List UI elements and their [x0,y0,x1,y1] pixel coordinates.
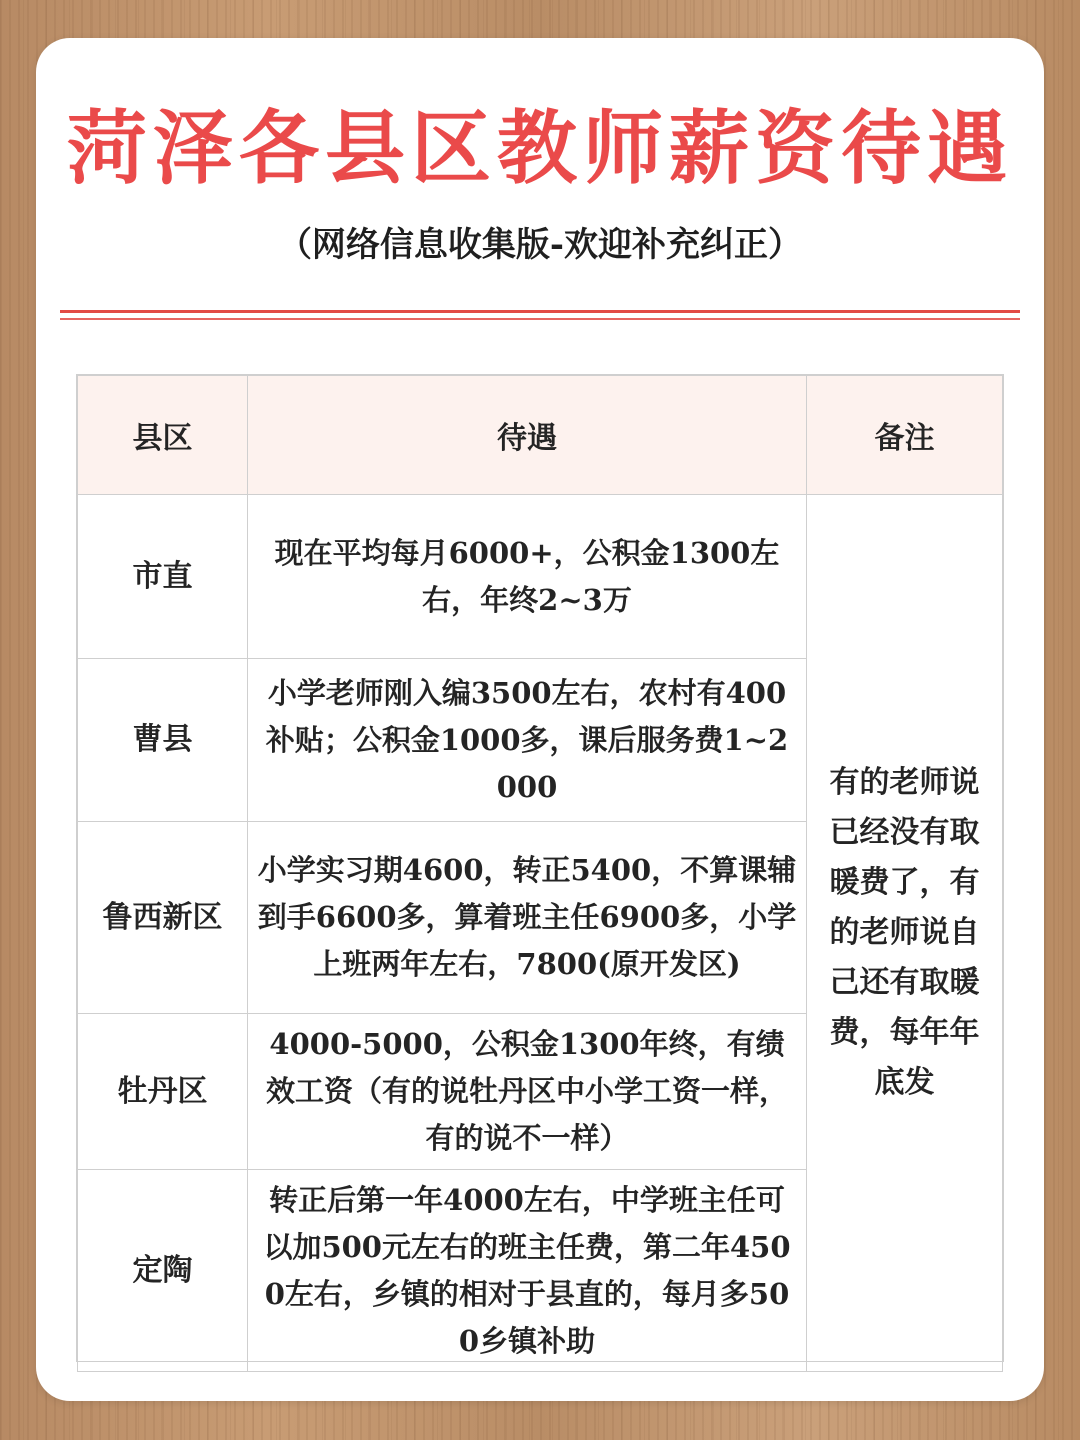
column-header-county: 县区 [78,376,248,495]
note-cell [807,495,1003,1372]
treatment-text: 小学实习期4600，转正5400，不算课辅到手6600多，算着班主任6900多，小学上班两年左右，7800(原开发区) [257,853,797,981]
county-cell: 曹县 [78,659,248,822]
county-cell: 定陶 [78,1170,248,1372]
treatment-cell [248,495,807,659]
treatment-text: 小学老师刚入编3500左右，农村有400补贴；公积金1000多，课后服务费1~2000 [265,675,789,804]
treatment-text: 现在平均每月6000+，公积金1300左右，年终2~3万 [274,535,780,617]
treatment-cell [248,1014,807,1170]
page-title: 菏泽各县区教师薪资待遇 [67,101,1013,195]
treatment-cell [248,659,807,822]
content-card [36,38,1044,1401]
title-divider-line-secondary [60,318,1020,320]
county-cell: 鲁西新区 [78,822,248,1014]
county-cell: 牡丹区 [78,1014,248,1170]
treatment-text: 转正后第一年4000左右，中学班主任可以加500元左右的班主任费，第二年4500左右，乡镇的相对于县直的，每月多500乡镇补助 [263,1182,791,1358]
salary-table-container [76,374,1004,1362]
page-subtitle: （网络信息收集版-欢迎补充纠正） [277,225,803,265]
treatment-cell [248,822,807,1014]
table-header-row [78,376,1003,495]
treatment-text: 4000-5000，公积金1300年终，有绩效工资（有的说牡丹区中小学工资一样，有的说不一样） [265,1027,788,1155]
title-divider-line [60,310,1020,313]
column-header-note: 备注 [807,376,1003,495]
column-header-treatment: 待遇 [248,376,807,495]
salary-table [77,375,1003,1372]
treatment-cell [248,1170,807,1372]
county-cell: 市直 [78,495,248,659]
note-text: 有的老师说已经没有取暖费了，有的老师说自己还有取暖费，每年年底发 [829,765,980,1100]
table-row [78,495,1003,659]
